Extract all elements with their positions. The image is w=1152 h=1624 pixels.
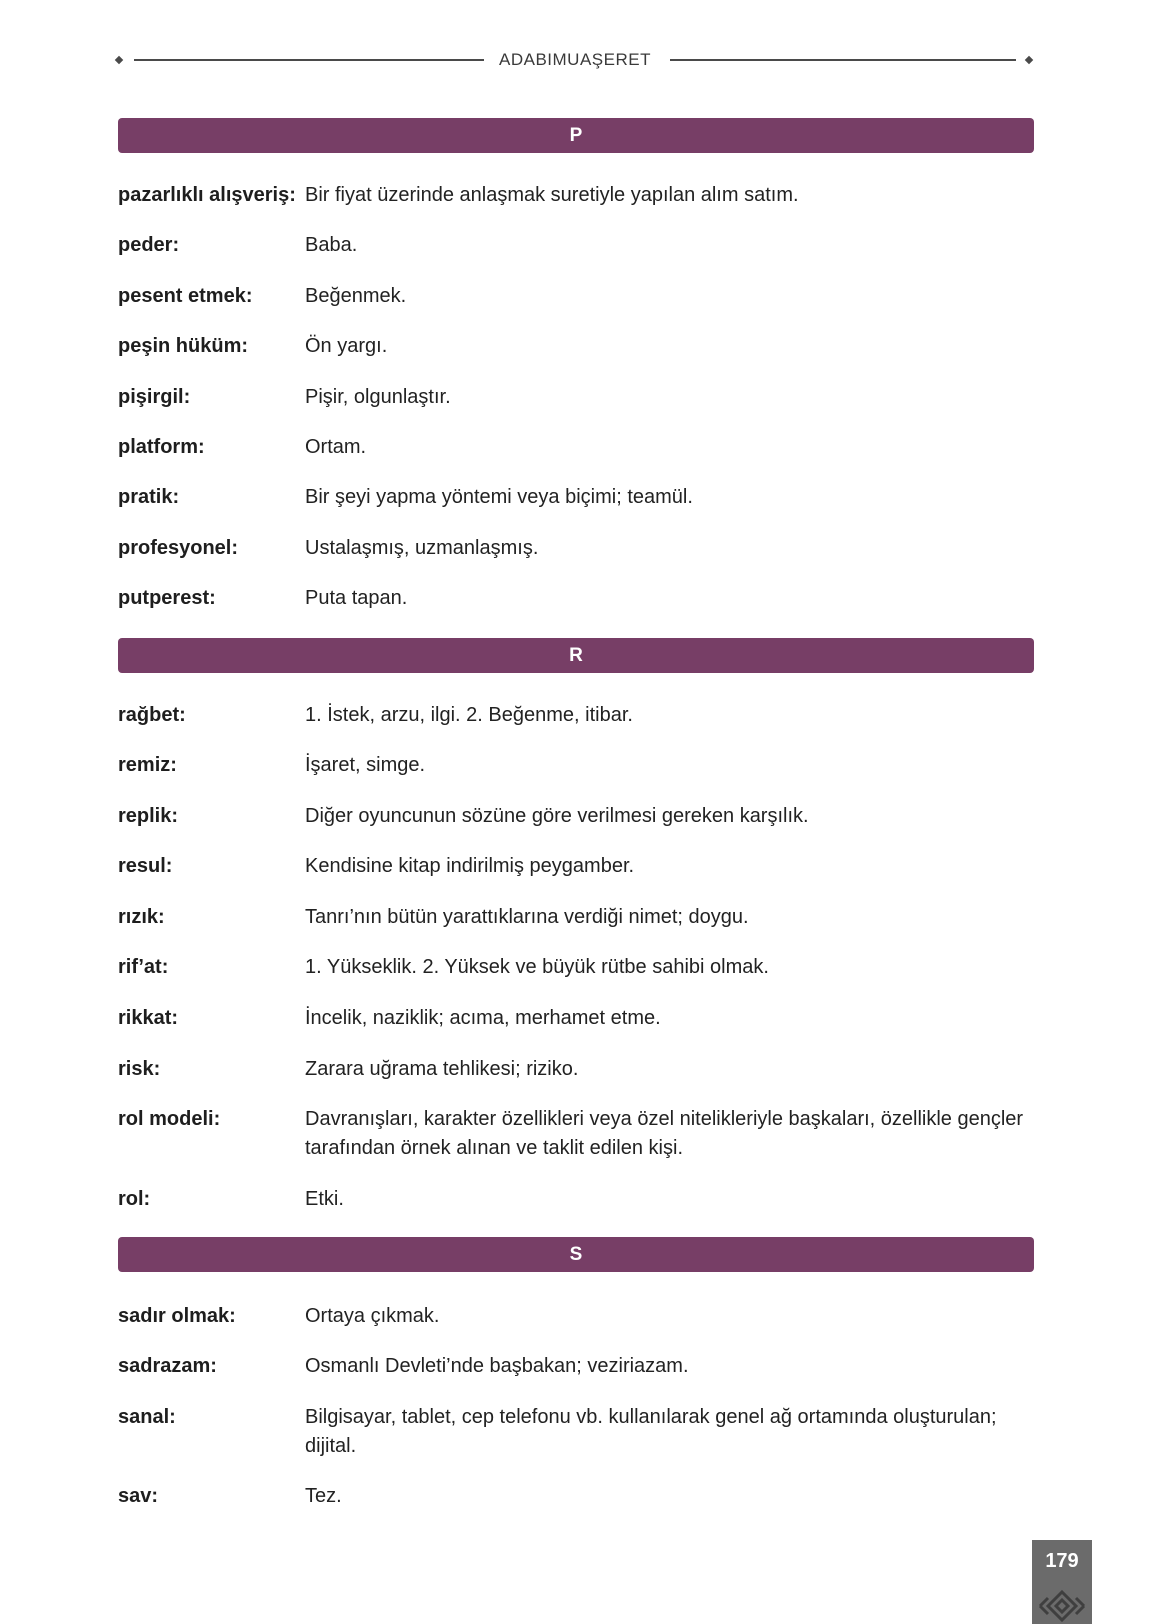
entry-definition: Diğer oyuncunun sözüne göre verilmesi gereken karşılık. [305, 805, 809, 827]
entry-definition: Pişir, olgunlaştır. [305, 386, 451, 408]
entry-term: sanal: [118, 1406, 176, 1428]
running-header [114, 48, 1036, 72]
entry-term: rif’at: [118, 956, 169, 978]
entry-term: profesyonel: [118, 537, 239, 559]
entry-term: platform: [118, 436, 205, 458]
entry-definition: İncelik, naziklik; acıma, merhamet etme. [305, 1007, 661, 1029]
entry-definition: 1. Yükseklik. 2. Yüksek ve büyük rütbe sahibi olmak. [305, 956, 769, 978]
entry-definition: İşaret, simge. [305, 754, 426, 776]
entry-definition: Bir şeyi yapma yöntemi veya biçimi; teamül. [305, 486, 693, 508]
entry-definition: Bilgisayar, tablet, cep telefonu vb. kullanılarak genel ağ ortamında oluşturulan; dijital. [305, 1406, 997, 1457]
header-rule-right [670, 59, 1016, 61]
entry-term: pratik: [118, 486, 180, 508]
entry-definition: Beğenmek. [305, 285, 407, 307]
entry-definition: 1. İstek, arzu, ilgi. 2. Beğenme, itibar. [305, 704, 633, 726]
page-number: 179 [1045, 1550, 1079, 1572]
entry-definition: Davranışları, karakter özellikleri veya özel nitelikleriyle başkaları, özellikle gençler tarafından örnek alınan ve taklit edilen kişi. [305, 1108, 1024, 1159]
entry-term: resul: [118, 855, 173, 877]
entry-term: peşin hüküm: [118, 335, 249, 357]
running-header-title: ADABIMUAŞERET [499, 50, 651, 69]
entry-term: remiz: [118, 754, 177, 776]
entry-term: risk: [118, 1058, 161, 1080]
entry-term: rağbet: [118, 704, 186, 726]
entry-term: sadrazam: [118, 1355, 217, 1377]
entry-definition: Ortaya çıkmak. [305, 1305, 440, 1327]
entry-definition: Puta tapan. [305, 587, 408, 609]
entry-definition: Etki. [305, 1188, 344, 1210]
entry-term: sadır olmak: [118, 1305, 236, 1327]
entry-term: rızık: [118, 906, 165, 928]
entry-definition: Tez. [305, 1485, 342, 1507]
entry-definition: Osmanlı Devleti’nde başbakan; veziriazam. [305, 1355, 689, 1377]
entry-term: rol: [118, 1188, 151, 1210]
page-number-tab [1032, 1540, 1092, 1624]
entry-definition: Bir fiyat üzerinde anlaşmak suretiyle yapılan alım satım. [305, 184, 799, 206]
entry-term: pişirgil: [118, 386, 191, 408]
entry-term: putperest: [118, 587, 216, 609]
entry-definition: Ortam. [305, 436, 367, 458]
geometric-ornament-icon [1036, 1588, 1088, 1624]
entry-term: pazarlıklı alışveriş: [118, 184, 296, 206]
entry-term: rikkat: [118, 1007, 179, 1029]
entry-term: rol modeli: [118, 1108, 221, 1130]
entry-definition: Zarara uğrama tehlikesi; riziko. [305, 1058, 579, 1080]
entry-definition: Tanrı’nın bütün yarattıklarına verdiği nimet; doygu. [305, 906, 749, 928]
entry-definition: Baba. [305, 234, 358, 256]
section-header-r: R [118, 638, 1034, 673]
entry-definition: Ustalaşmış, uzmanlaşmış. [305, 537, 539, 559]
section-header-p: P [118, 118, 1034, 153]
entry-term: replik: [118, 805, 179, 827]
entry-definition: Ön yargı. [305, 335, 388, 357]
entry-definition: Kendisine kitap indirilmiş peygamber. [305, 855, 635, 877]
section-header-s: S [118, 1237, 1034, 1272]
entry-term: sav: [118, 1485, 159, 1507]
entry-term: peder: [118, 234, 180, 256]
entry-term: pesent etmek: [118, 285, 253, 307]
